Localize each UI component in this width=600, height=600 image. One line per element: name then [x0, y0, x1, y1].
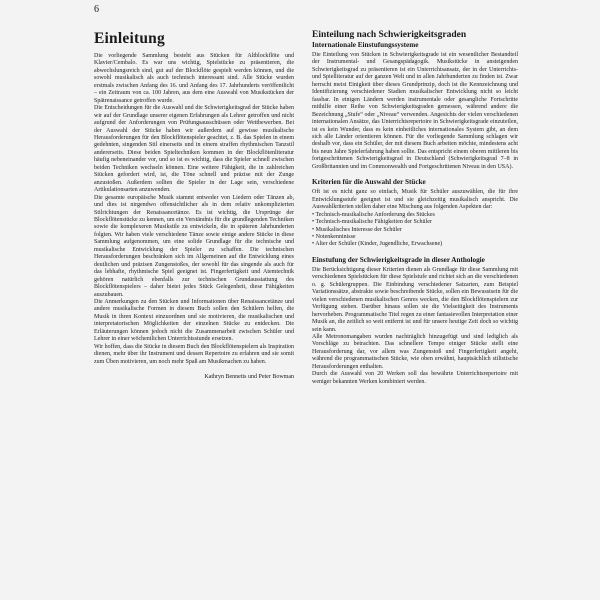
intro-paragraph-2: Die Entscheidungen für die Auswahl und die Schwierigkeitsgrad der Stücke haben wir auf der Grundlage unserer eigenen Erfahrungen als Lehrer getroffen und nicht aufgrund der Anforderungen von Prüfungsausschüssen oder Wettbewerben. Bei der Auswahl der Stücke haben wir außerdem auf gewisse musikalische Herausforderungen für den Blockflötenspieler geachtet, z. B. das Spielen in einem gedehnten, singenden Stil einerseits und in einem straffen rhythmischen Tanzstil andererseits. Diese beiden Spieltechniken kommen in der Blockflötenliteratur häufig nebeneinander vor, und so ist es wichtig, dass die Spieler schnell zwischen beiden Techniken wechseln können. Eine weitere Fähigkeit, die in zahlreichen Stücken gefordert wird, ist, die Töne schnell und präzise mit der Zunge anzustoßen. Außerdem sollten die Spieler in der Lage sein, verschiedene Artikulationsarten anzuwenden. [94, 105, 294, 194]
left-column [94, 30, 294, 380]
intro-paragraph-1: Die vorliegende Sammlung besteht aus Stücken für Altblockflöte und Klavier/Cembalo. Es war uns wichtig, Spielstücke zu präsentieren, die abwechslungsreich sind, gut auf der Blockflöte gespielt werden können, und die sowohl musikalisch als auch technisch interessant sind. Alle Stücke wurden erstmals zwischen Anfang des 16. und Anfang des 17. Jahrhunderts veröffentlicht – ein Zeitraum von ca. 100 Jahren, aus dem eine Auswahl von Musikstücken der Spätrenaissance getroffen wurde. [94, 53, 294, 104]
criteria-list [312, 212, 518, 249]
anthology-paragraph-1: Die Berücksichtigung dieser Kriterien dienen als Grundlage für diese Sammlung mit verschiedenen Spielstücken für diese Spielstufe und richtet sich an die verschiedenen o. g. Schülergruppen. Die Einbindung verschiedener Satzarten, zum Beispiel Variationssätze, abstrakte sowie beschreibende Stücke, sollen ein Bewusstsein für die vielen verschiedenen musikalischen Genres wecken, die den Blockflötenspielern zur Verfügung stehen. Darüber hinaus sollen sie die Vielseitigkeit des Instruments hervorheben. Programmatische Titel regen zu einer fantasievollen Interpretation einer Musik an, die zeitlich so weit entfernt ist und für unsere heutige Zeit doch so wichtig sein kann. [312, 266, 518, 333]
criteria-heading: Kriterien für die Auswahl der Stücke [312, 178, 426, 187]
author-signature: Kathryn Bennetts und Peter Bowman [204, 374, 294, 381]
page-number: 6 [94, 4, 99, 15]
anthology-heading: Einstufung der Schwierigkeitsgrade in dieser Anthologie [312, 255, 485, 264]
list-item: • Musikalisches Interesse der Schüler [312, 226, 402, 233]
criteria-paragraph: Oft ist es nicht ganz so einfach, Musik für Schüler auszuwählen, die für ihre Entwicklungsstufe geeignet ist und sie gleichzeitig musikalisch anspricht. Die Auswahlkriterien stellen daher eine Mischung aus folgenden Aspekten dar: [312, 189, 518, 211]
list-item: • Notenkenntnisse [312, 233, 356, 240]
intro-paragraph-3: Die gesamte europäische Musik stammt entweder von Liedern oder Tänzen ab, und dies ist nirgendwo offensichtlicher als in dem relativ unkomplizierten Stilrichtungen der Renaissancetänze. Es ist wichtig, die Ursprünge der Blockflötenstücke zu kennen, um ein Verständnis für die grundlegenden Techniken sowie die komplexeren Musikstile zu entwickeln, die in späteren Jahrhunderten folgten. Wir haben viele verschiedene Tänze sowie einige andere Stücke in diese Sammlung aufgenommen, um eine solide Grundlage für die technische und musikalische Entwicklung der Spieler zu schaffen. Die technischen Herausforderungen beschränken sich im Allgemeinen auf die Entwicklung eines deutlichen und präzisen Zungenstoßes, der sowohl für das singende als auch für das lebhafte, rhythmische Spiel geeignet ist. Fingerfertigkeit und Atemtechnik gehören natürlich ebenfalls zur technischen Grundausstattung des Blockflötenspielers – daher bietet jedes Stück Gelegenheit, diese Fähigkeiten auszubauen. [94, 194, 294, 298]
grading-paragraph: Die Einteilung von Stücken in Schwierigkeitsgrade ist ein wesentlicher Bestandteil der Instrumental- und Gesangspädagogik. Musikstücke in ansteigenden Schwierigkeitsgrad zu präsentieren ist ein Unterrichtsansatz, der in der Unterrichts- und Spielliteratur auf der ganzen Welt und in allen Jahrhunderten zu finden ist. Zwar herrscht meist Einigkeit über dieses Grundprinzip, doch ist die Kennzeichnung und Identifizierung verschiedener Stadien musikalischer Entwicklung nicht so leicht fassbar. In einigen Ländern werden instrumentale oder gesangliche Fortschritte mithilfe einer Reihe von Schwierigkeitsgraden gemessen, während andere die Bezeichnung „Stufe“ oder „Niveau“ verwenden. Angesichts der vielen verschiedenen internationalen Ansätze, das Unterrichtsrepertoire in Schwierigkeitsgrade einzuteilen, ist es kein Wunder, dass es kein einheitliches internationales System gibt, an dem sich alle Länder orientieren können. Für die vorliegende Sammlung schlagen wir deshalb vor, dass ein Schüler, der mit diesem Buch arbeiten möchte, mindestens acht bis neun Jahre Spielerfahrung haben sollte. Das entspricht einem oberen mittleren bis fortgeschrittenen Schwierigkeitsgrad in Deutschland (Schwierigkeitsgrad 7–8 in Großbritannien und im Commonwealth und Fortgeschrittenen Niveau in den USA). [312, 52, 518, 170]
intro-paragraph-4: Die Anmerkungen zu den Stücken und Informationen über Renaissancetänze und andere musikalische Formen in diesem Buch sollen den Schülern helfen, die Musik in ihren Kontext einzuordnen und sie motivieren, die musikalischen und interpretatorischen Möglichkeiten der einzelnen Stücke zu entdecken. Die Erläuterungen können jedoch nicht die Zusammenarbeit zwischen Schüler und Lehrer in einer wöchentlichen Unterrichtsstunde ersetzen. [94, 298, 294, 343]
list-item: • Alter der Schüler (Kinder, Jugendliche, Erwachsene) [312, 241, 443, 248]
introduction-title: Einleitung [94, 30, 165, 47]
grading-title: Einteilung nach Schwierigkeitsgraden [312, 30, 467, 40]
right-column [312, 30, 518, 386]
list-item: • Technisch-musikalische Fähigkeiten der Schüler [312, 219, 432, 226]
anthology-paragraph-2: Alle Metronomangaben wurden nachträglich hinzugefügt und sind lediglich als Vorschläge zu betrachten. Das schnellere Tempo einiger Stücke stellt eine Herausforderung dar, vor allem was Zungenstoß und Fingerfertigkeit angeht, während die programmatischen Stücke, wie oben erwähnt, hauptsächlich stilistische Herausforderungen enthalten. [312, 333, 518, 370]
anthology-paragraph-3: Durch die Auswahl von 20 Werken soll das bewährte Unterrichtsrepertoire mit weniger bekannten Werken kombiniert werden. [312, 371, 518, 385]
grading-subtitle: Internationale Einstufungssysteme [312, 41, 419, 49]
list-item: • Technisch-musikalische Anforderung des Stückes [312, 211, 435, 218]
intro-paragraph-5: Wir hoffen, dass die Stücke in diesem Buch den Blockflötenspielern als Inspiration dienen, mehr über ihr Instrument und dessen Repertoire zu erfahren und sie somit zum Üben motivieren, um noch mehr Spaß am Musikmachen zu haben. [94, 343, 294, 365]
